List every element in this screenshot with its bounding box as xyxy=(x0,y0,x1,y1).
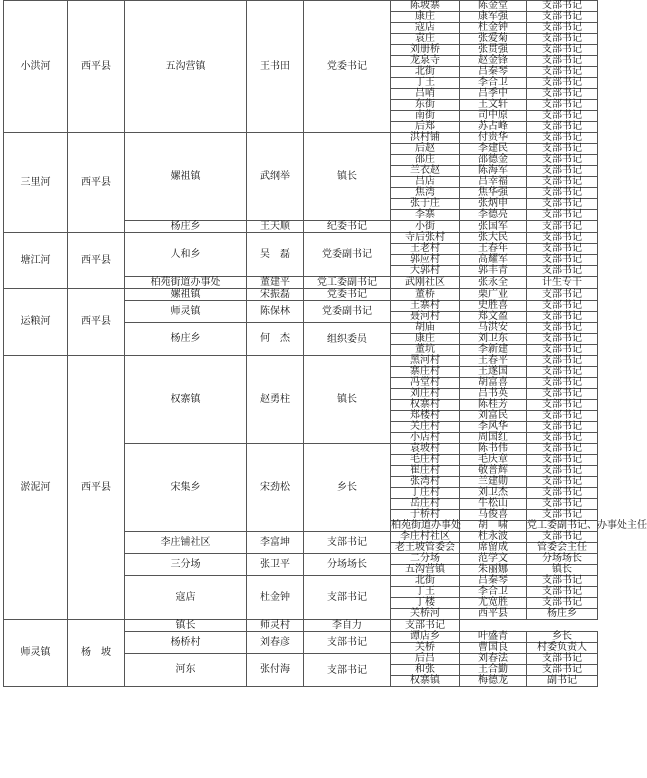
village-cell: 权寨镇 xyxy=(391,676,460,687)
village-leader-cell: 李合卫 xyxy=(460,587,527,598)
village-leader-cell: 司中原 xyxy=(460,111,527,122)
village-title-cell: 支部书记 xyxy=(527,400,598,411)
village-title-cell: 支部书记 xyxy=(527,23,598,34)
town-cell: 三分场 xyxy=(125,554,247,576)
town-cell: 师灵镇 xyxy=(125,301,247,323)
village-title-cell: 支部书记 xyxy=(527,12,598,23)
village-cell: 陈坡寨 xyxy=(391,1,460,12)
village-cell: 丁庄村 xyxy=(391,488,460,499)
village-title-cell: 支部书记 xyxy=(527,111,598,122)
village-leader-cell: 郑文盈 xyxy=(460,312,527,323)
leader-title-cell: 支部书记 xyxy=(304,576,391,620)
village-cell: 武刚社区 xyxy=(391,277,460,289)
village-leader-cell: 邵德金 xyxy=(460,155,527,166)
village-title-cell: 支部书记 xyxy=(527,78,598,89)
village-cell: 龙泉寺 xyxy=(391,56,460,67)
village-title-cell: 支部书记 xyxy=(527,1,598,12)
village-leader-cell: 张炳申 xyxy=(460,199,527,210)
town-cell: 寇店 xyxy=(125,576,247,620)
village-leader-cell: 张国军 xyxy=(460,221,527,233)
village-title-cell: 支部书记 xyxy=(527,411,598,422)
village-leader-cell: 王合勤 xyxy=(460,665,527,676)
village-cell: 谭店乡 xyxy=(391,632,460,643)
village-title-cell: 分场场长 xyxy=(527,554,598,565)
village-cell: 董桥 xyxy=(391,289,460,301)
village-title-cell: 支部书记 xyxy=(527,576,598,587)
village-cell: 后赵 xyxy=(391,144,460,155)
village-title-cell: 支部书记 xyxy=(527,133,598,144)
village-title-cell: 支部书记 xyxy=(527,312,598,323)
village-cell: 兰衣赵 xyxy=(391,166,460,177)
village-cell: 寇店 xyxy=(391,23,460,34)
village-cell: 和张 xyxy=(391,665,460,676)
village-cell: 二分场 xyxy=(391,554,460,565)
leader-name-cell: 武纲举 xyxy=(247,133,304,221)
village-title-cell: 支部书记 xyxy=(527,67,598,78)
village-leader-cell: 史胜喜 xyxy=(460,301,527,312)
town-cell: 嫘祖镇 xyxy=(125,289,247,301)
village-cell: 老王坡管委会 xyxy=(391,543,460,554)
village-leader-cell: 马俊喜 xyxy=(460,510,527,521)
village-cell: 康庄 xyxy=(391,12,460,23)
village-title-cell: 支部书记 xyxy=(527,177,598,188)
village-leader-cell: 高耀军 xyxy=(460,255,527,266)
village-cell: 支部书记 xyxy=(391,620,460,632)
village-title-cell: 支部书记 xyxy=(527,378,598,389)
village-leader-cell: 胡富喜 xyxy=(460,378,527,389)
village-cell: 东街 xyxy=(391,100,460,111)
village-cell: 冯堂村 xyxy=(391,378,460,389)
leader-title-cell: 乡长 xyxy=(304,444,391,532)
village-title-cell: 支部书记 xyxy=(527,34,598,45)
river-cell: 师灵镇 xyxy=(4,620,68,687)
village-title-cell: 管委会主任 xyxy=(527,543,598,554)
village-cell: 刘庄村 xyxy=(391,389,460,400)
leader-name-cell: 杜金钟 xyxy=(247,576,304,620)
leader-name-cell: 王书田 xyxy=(247,1,304,133)
village-cell: 郭应村 xyxy=(391,255,460,266)
county-cell: 西平县 xyxy=(68,356,125,620)
village-title-cell: 支部书记 xyxy=(527,532,598,543)
village-cell: 后郑 xyxy=(391,122,460,133)
village-leader-cell: 李新建 xyxy=(460,345,527,356)
village-cell: 寺后张村 xyxy=(391,233,460,244)
village-title-cell: 支部书记 xyxy=(527,488,598,499)
village-title-cell: 支部书记 xyxy=(527,455,598,466)
village-leader-cell: 陈金堂 xyxy=(460,1,527,12)
leader-title-cell: 镇长 xyxy=(304,133,391,221)
leader-name-cell: 李富坤 xyxy=(247,532,304,554)
village-title-cell: 支部书记 xyxy=(527,89,598,100)
town-cell: 权寨镇 xyxy=(125,356,247,444)
leader-name-cell: 董建平 xyxy=(247,277,304,289)
leader-title-cell: 支部书记 xyxy=(304,632,391,654)
leader-name-cell: 师灵村 xyxy=(247,620,304,632)
village-title-cell: 支部书记 xyxy=(527,45,598,56)
leader-name-cell: 赵勇柱 xyxy=(247,356,304,444)
village-leader-cell: 陈海军 xyxy=(460,166,527,177)
village-leader-cell: 席留成 xyxy=(460,543,527,554)
village-leader-cell: 付贵华 xyxy=(460,133,527,144)
village-leader-cell: 张爱菊 xyxy=(460,34,527,45)
village-leader-cell: 吕季中 xyxy=(460,89,527,100)
village-leader-cell: 张永全 xyxy=(460,277,527,289)
table-row xyxy=(4,620,598,632)
village-title-cell: 村委负责人 xyxy=(527,643,598,654)
village-leader-cell: 兰建勋 xyxy=(460,477,527,488)
village-leader-cell: 张贯强 xyxy=(460,45,527,56)
table-row xyxy=(4,356,598,367)
leader-title-cell: 党工委副书记 xyxy=(304,277,391,289)
village-title-cell: 支部书记 xyxy=(527,422,598,433)
village-title-cell: 支部书记 xyxy=(527,188,598,199)
leader-name-cell: 王天顺 xyxy=(247,221,304,233)
village-cell: 寨庄村 xyxy=(391,367,460,378)
leader-name-cell: 何 杰 xyxy=(247,323,304,356)
village-title-cell: 支部书记 xyxy=(527,510,598,521)
leader-name-cell: 宋振磊 xyxy=(247,289,304,301)
village-title-cell: 支部书记 xyxy=(527,122,598,133)
village-cell: 张湾村 xyxy=(391,477,460,488)
village-cell: 丁王 xyxy=(391,78,460,89)
village-leader-cell: 尤宽胜 xyxy=(460,598,527,609)
county-cell: 西平县 xyxy=(68,1,125,133)
table-row xyxy=(4,133,598,144)
village-title-cell: 支部书记 xyxy=(527,255,598,266)
village-cell: 胡庙 xyxy=(391,323,460,334)
village-cell: 袁庄 xyxy=(391,34,460,45)
village-title-cell: 支部书记 xyxy=(527,367,598,378)
village-cell: 五沟营镇 xyxy=(391,565,460,576)
village-cell: 关桥河 xyxy=(391,609,460,620)
leader-title-cell: 支部书记 xyxy=(304,654,391,687)
village-title-cell: 支部书记 xyxy=(527,654,598,665)
village-title-cell: 杨庄乡 xyxy=(527,609,598,620)
leader-title-cell: 组织委员 xyxy=(304,323,391,356)
village-leader-cell: 刘富民 xyxy=(460,411,527,422)
village-title-cell: 副书记 xyxy=(527,676,598,687)
village-leader-cell: 李风华 xyxy=(460,422,527,433)
village-title-cell: 支部书记 xyxy=(527,289,598,301)
village-cell: 焦湾 xyxy=(391,188,460,199)
village-cell: 张于庄 xyxy=(391,199,460,210)
village-leader-cell: 苏占峰 xyxy=(460,122,527,133)
village-leader-cell: 西平县 xyxy=(460,609,527,620)
leader-title-cell: 党委书记 xyxy=(304,289,391,301)
village-title-cell: 支部书记 xyxy=(527,301,598,312)
leader-title-cell: 党委副书记 xyxy=(304,301,391,323)
village-cell: 关庄村 xyxy=(391,422,460,433)
village-leader-cell: 杜金钟 xyxy=(460,23,527,34)
village-leader-cell: 胡 啸 xyxy=(460,521,527,532)
village-title-cell: 支部书记 xyxy=(527,587,598,598)
table-row xyxy=(4,233,598,244)
village-cell: 小店村 xyxy=(391,433,460,444)
leader-title-cell: 党委书记 xyxy=(304,1,391,133)
village-title-cell: 支部书记 xyxy=(527,199,598,210)
village-cell: 李庄村社区 xyxy=(391,532,460,543)
village-cell: 聂河村 xyxy=(391,312,460,323)
county-cell: 西平县 xyxy=(68,289,125,356)
village-title-cell: 支部书记 xyxy=(527,210,598,221)
leader-title-cell: 李自力 xyxy=(304,620,391,632)
village-title-cell: 支部书记 xyxy=(527,56,598,67)
leader-title-cell: 支部书记 xyxy=(304,532,391,554)
village-cell: 北街 xyxy=(391,67,460,78)
village-leader-cell: 吕书英 xyxy=(460,389,527,400)
village-leader-cell: 梅德龙 xyxy=(460,676,527,687)
village-leader-cell: 吕幸福 xyxy=(460,177,527,188)
village-cell: 小街 xyxy=(391,221,460,233)
town-cell: 杨庄乡 xyxy=(125,221,247,233)
town-cell: 柏苑街道办事处 xyxy=(125,277,247,289)
assignment-table xyxy=(3,0,647,687)
village-leader-cell: 赵金锋 xyxy=(460,56,527,67)
village-title-cell: 支部书记 xyxy=(527,433,598,444)
village-cell: 刘册桥 xyxy=(391,45,460,56)
village-leader-cell: 张大民 xyxy=(460,233,527,244)
village-leader-cell: 刘卫杰 xyxy=(460,488,527,499)
village-title-cell: 乡长 xyxy=(527,632,598,643)
town-cell: 杨桥村 xyxy=(125,632,247,654)
village-leader-cell: 杜永波 xyxy=(460,532,527,543)
village-cell: 吕店 xyxy=(391,177,460,188)
village-leader-cell: 王遂国 xyxy=(460,367,527,378)
table-row xyxy=(4,289,598,301)
village-cell: 北街 xyxy=(391,576,460,587)
river-cell: 运粮河 xyxy=(4,289,68,356)
village-leader-cell: 刘卫东 xyxy=(460,334,527,345)
village-title-cell: 支部书记 xyxy=(527,221,598,233)
village-leader-cell: 周国红 xyxy=(460,433,527,444)
village-cell: 郑楼村 xyxy=(391,411,460,422)
table-body xyxy=(4,0,647,687)
town-cell: 河东 xyxy=(125,654,247,687)
leader-name-cell: 张卫平 xyxy=(247,554,304,576)
village-cell: 邵庄 xyxy=(391,155,460,166)
village-leader-cell: 吕秦琴 xyxy=(460,576,527,587)
village-leader-cell: 李合卫 xyxy=(460,78,527,89)
village-cell: 崔庄村 xyxy=(391,466,460,477)
river-cell: 淤泥河 xyxy=(4,356,68,620)
village-title-cell: 支部书记 xyxy=(527,244,598,255)
village-cell: 董坑 xyxy=(391,345,460,356)
village-cell: 李寨 xyxy=(391,210,460,221)
village-title-cell: 支部书记 xyxy=(527,266,598,277)
leader-title-cell: 党委副书记 xyxy=(304,233,391,277)
village-title-cell: 支部书记 xyxy=(527,477,598,488)
village-cell: 关桥 xyxy=(391,643,460,654)
village-title-cell: 支部书记 xyxy=(527,499,598,510)
town-cell: 宋集乡 xyxy=(125,444,247,532)
village-title-cell: 支部书记 xyxy=(527,598,598,609)
village-cell: 毛庄村 xyxy=(391,455,460,466)
village-leader-cell: 王春平 xyxy=(460,356,527,367)
village-cell: 吕哨 xyxy=(391,89,460,100)
village-cell: 权寨村 xyxy=(391,400,460,411)
village-cell: 康庄 xyxy=(391,334,460,345)
town-cell: 人和乡 xyxy=(125,233,247,277)
village-cell: 袁坡村 xyxy=(391,444,460,455)
village-leader-cell: 敬普辉 xyxy=(460,466,527,477)
village-cell: 洪村铺 xyxy=(391,133,460,144)
village-title-cell: 支部书记 xyxy=(527,665,598,676)
village-cell: 丁王 xyxy=(391,587,460,598)
county-cell: 西平县 xyxy=(68,133,125,233)
village-title-cell: 支部书记 xyxy=(527,345,598,356)
village-leader-cell: 牛松山 xyxy=(460,499,527,510)
town-cell: 五沟营镇 xyxy=(125,1,247,133)
village-cell: 南街 xyxy=(391,111,460,122)
village-title-cell: 支部书记 xyxy=(527,323,598,334)
leader-title-cell: 镇长 xyxy=(304,356,391,444)
village-cell: 丁楼 xyxy=(391,598,460,609)
village-leader-cell: 王春年 xyxy=(460,244,527,255)
village-leader-cell: 朱丽娜 xyxy=(460,565,527,576)
leader-title-cell: 纪委书记 xyxy=(304,221,391,233)
town-cell: 李庄铺社区 xyxy=(125,532,247,554)
table-row xyxy=(4,1,598,12)
county-cell: 杨 坡 xyxy=(68,620,125,687)
village-leader-cell: 马洪安 xyxy=(460,323,527,334)
village-title-cell: 支部书记 xyxy=(527,166,598,177)
river-cell: 小洪河 xyxy=(4,1,68,133)
river-cell: 塘江河 xyxy=(4,233,68,289)
village-leader-cell: 毛庆章 xyxy=(460,455,527,466)
village-leader-cell: 吕秦琴 xyxy=(460,67,527,78)
village-cell: 后吕 xyxy=(391,654,460,665)
leader-name-cell: 宋劲松 xyxy=(247,444,304,532)
leader-name-cell: 吴 磊 xyxy=(247,233,304,277)
village-cell: 王老村 xyxy=(391,244,460,255)
leader-name-cell: 张付海 xyxy=(247,654,304,687)
village-leader-cell: 郭丰青 xyxy=(460,266,527,277)
village-title-cell: 支部书记 xyxy=(527,389,598,400)
village-leader-cell: 焦华强 xyxy=(460,188,527,199)
village-title-cell: 支部书记 xyxy=(527,334,598,345)
river-cell: 三里河 xyxy=(4,133,68,233)
village-leader-cell: 曹国良 xyxy=(460,643,527,654)
village-title-cell: 支部书记 xyxy=(527,100,598,111)
village-title-cell: 支部书记 xyxy=(527,466,598,477)
village-title-cell: 支部书记 xyxy=(527,144,598,155)
village-cell: 于桥村 xyxy=(391,510,460,521)
village-title-cell: 支部书记 xyxy=(527,155,598,166)
village-cell: 柏苑街道办事处 xyxy=(391,520,461,531)
village-cell: 岳庄村 xyxy=(391,499,460,510)
village-leader-cell: 李德亮 xyxy=(460,210,527,221)
village-leader-cell: 叶盛青 xyxy=(460,632,527,643)
village-leader-cell: 栗广业 xyxy=(460,289,527,301)
village-leader-cell: 康军强 xyxy=(460,12,527,23)
village-leader-cell: 陈桂芳 xyxy=(460,400,527,411)
leader-name-cell: 刘春彦 xyxy=(247,632,304,654)
village-title-cell: 党工委副书记、办事处主任 xyxy=(527,520,647,531)
village-title-cell: 支部书记 xyxy=(527,356,598,367)
village-cell: 大郭村 xyxy=(391,266,460,277)
leader-name-cell: 陈保林 xyxy=(247,301,304,323)
town-cell: 嫘祖镇 xyxy=(125,133,247,221)
village-leader-cell: 李建民 xyxy=(460,144,527,155)
town-cell: 杨庄乡 xyxy=(125,323,247,356)
village-leader-cell: 陈书伟 xyxy=(460,444,527,455)
village-leader-cell: 范学文 xyxy=(460,554,527,565)
village-title-cell: 计生专干 xyxy=(527,277,598,289)
village-cell: 王寨村 xyxy=(391,301,460,312)
village-cell: 黑河村 xyxy=(391,356,460,367)
town-cell: 镇长 xyxy=(125,620,247,632)
village-title-cell: 支部书记 xyxy=(527,444,598,455)
leader-title-cell: 分场场长 xyxy=(304,554,391,576)
village-leader-cell: 王文轩 xyxy=(460,100,527,111)
village-title-cell: 支部书记 xyxy=(527,233,598,244)
village-title-cell: 镇长 xyxy=(527,565,598,576)
county-cell: 西平县 xyxy=(68,233,125,289)
village-leader-cell: 刘春法 xyxy=(460,654,527,665)
